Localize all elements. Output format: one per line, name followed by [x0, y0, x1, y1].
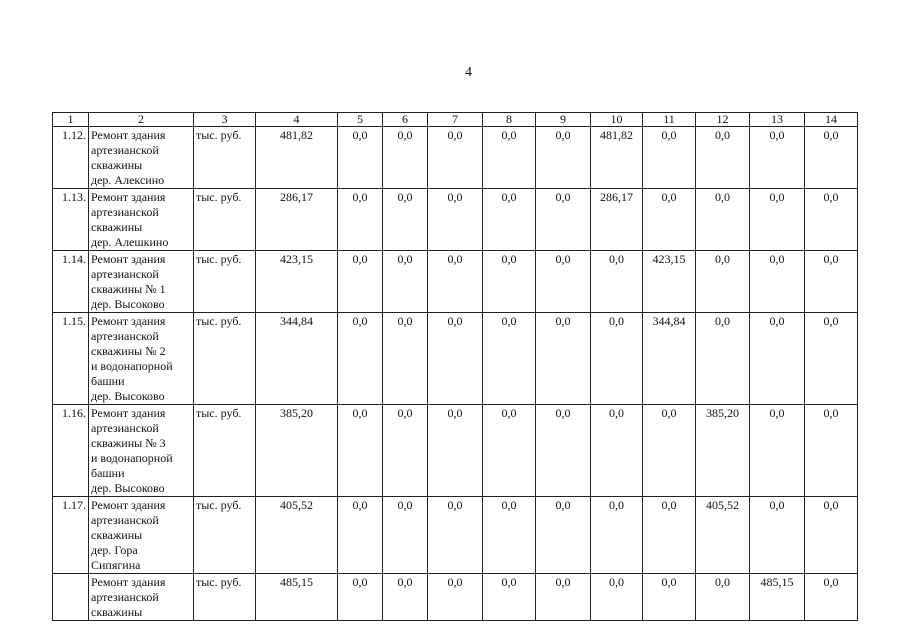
- value-cell: 485,15: [750, 574, 805, 621]
- row-name: Ремонт здания артезианской скважины дер. Гора Сипягина: [89, 497, 194, 574]
- value-cell: 0,0: [338, 405, 383, 497]
- value-cell: 0,0: [591, 574, 643, 621]
- value-cell: 0,0: [805, 574, 858, 621]
- value-cell: 0,0: [750, 405, 805, 497]
- value-cell: 0,0: [805, 189, 858, 251]
- value-cell: 0,0: [643, 189, 696, 251]
- value-cell: 0,0: [483, 313, 536, 405]
- value-cell: 481,82: [256, 127, 338, 189]
- row-number: 1.16.: [53, 405, 89, 497]
- column-header: 14: [805, 113, 858, 127]
- value-cell: 481,82: [591, 127, 643, 189]
- column-header: 5: [338, 113, 383, 127]
- value-cell: 0,0: [805, 251, 858, 313]
- value-cell: 0,0: [591, 405, 643, 497]
- value-cell: 0,0: [338, 251, 383, 313]
- column-header: 13: [750, 113, 805, 127]
- value-cell: 0,0: [383, 251, 428, 313]
- value-cell: 0,0: [696, 251, 750, 313]
- column-header: 3: [194, 113, 256, 127]
- value-cell: 0,0: [338, 574, 383, 621]
- row-name: Ремонт здания артезианской скважины № 1 дер. Высоково: [89, 251, 194, 313]
- value-cell: 0,0: [643, 127, 696, 189]
- value-cell: 0,0: [750, 127, 805, 189]
- value-cell: 0,0: [338, 313, 383, 405]
- value-cell: 0,0: [536, 574, 591, 621]
- value-cell: 0,0: [483, 127, 536, 189]
- value-cell: 0,0: [483, 574, 536, 621]
- value-cell: 0,0: [750, 189, 805, 251]
- value-cell: 0,0: [805, 127, 858, 189]
- value-cell: 0,0: [805, 497, 858, 574]
- row-name: Ремонт здания артезианской скважины № 2 и водонапорной башни дер. Высоково: [89, 313, 194, 405]
- table-body: [53, 127, 858, 621]
- column-header: 1: [53, 113, 89, 127]
- row-name: Ремонт здания артезианской скважины: [89, 574, 194, 621]
- row-unit: тыс. руб.: [194, 497, 256, 574]
- value-cell: 0,0: [383, 127, 428, 189]
- value-cell: 423,15: [643, 251, 696, 313]
- value-cell: 0,0: [536, 127, 591, 189]
- value-cell: 0,0: [536, 405, 591, 497]
- value-cell: 423,15: [256, 251, 338, 313]
- column-header: 6: [383, 113, 428, 127]
- row-name: Ремонт здания артезианской скважины № 3 и водонапорной башни дер. Высоково: [89, 405, 194, 497]
- value-cell: 0,0: [591, 251, 643, 313]
- page-number: 4: [465, 65, 472, 80]
- row-number: 1.15.: [53, 313, 89, 405]
- value-cell: 0,0: [591, 497, 643, 574]
- table-row: [53, 574, 858, 621]
- value-cell: 286,17: [591, 189, 643, 251]
- value-cell: 344,84: [256, 313, 338, 405]
- value-cell: 0,0: [750, 313, 805, 405]
- column-header: 4: [256, 113, 338, 127]
- value-cell: 0,0: [483, 405, 536, 497]
- budget-table: [52, 112, 858, 621]
- value-cell: 405,52: [696, 497, 750, 574]
- column-header: 11: [643, 113, 696, 127]
- value-cell: 0,0: [483, 497, 536, 574]
- row-unit: тыс. руб.: [194, 127, 256, 189]
- row-name: Ремонт здания артезианской скважины дер. Алешкино: [89, 189, 194, 251]
- row-unit: тыс. руб.: [194, 574, 256, 621]
- row-name: Ремонт здания артезианской скважины дер. Алексино: [89, 127, 194, 189]
- table-row: [53, 497, 858, 574]
- value-cell: 0,0: [383, 313, 428, 405]
- column-header: 2: [89, 113, 194, 127]
- value-cell: 0,0: [536, 497, 591, 574]
- value-cell: 0,0: [591, 313, 643, 405]
- value-cell: 0,0: [428, 405, 483, 497]
- value-cell: 0,0: [428, 251, 483, 313]
- value-cell: 0,0: [428, 313, 483, 405]
- value-cell: 0,0: [428, 497, 483, 574]
- value-cell: 485,15: [256, 574, 338, 621]
- row-number: 1.17.: [53, 497, 89, 574]
- value-cell: 0,0: [483, 189, 536, 251]
- row-unit: тыс. руб.: [194, 405, 256, 497]
- value-cell: 385,20: [696, 405, 750, 497]
- column-header: 10: [591, 113, 643, 127]
- column-header: 7: [428, 113, 483, 127]
- table-row: [53, 127, 858, 189]
- table-row: [53, 189, 858, 251]
- row-number: 1.12.: [53, 127, 89, 189]
- value-cell: 0,0: [696, 189, 750, 251]
- value-cell: 0,0: [483, 251, 536, 313]
- value-cell: 0,0: [338, 127, 383, 189]
- value-cell: 385,20: [256, 405, 338, 497]
- value-cell: 0,0: [338, 189, 383, 251]
- row-number: 1.13.: [53, 189, 89, 251]
- row-number: 1.14.: [53, 251, 89, 313]
- value-cell: 405,52: [256, 497, 338, 574]
- value-cell: 0,0: [536, 313, 591, 405]
- row-number: [53, 574, 89, 621]
- value-cell: 0,0: [428, 189, 483, 251]
- value-cell: 0,0: [536, 251, 591, 313]
- table-row: [53, 405, 858, 497]
- value-cell: 286,17: [256, 189, 338, 251]
- column-header: 12: [696, 113, 750, 127]
- value-cell: 0,0: [338, 497, 383, 574]
- value-cell: 0,0: [428, 127, 483, 189]
- value-cell: 0,0: [750, 497, 805, 574]
- value-cell: 0,0: [643, 405, 696, 497]
- row-unit: тыс. руб.: [194, 313, 256, 405]
- table-row: [53, 313, 858, 405]
- value-cell: 0,0: [428, 574, 483, 621]
- column-header: 8: [483, 113, 536, 127]
- header-row: [53, 113, 858, 127]
- value-cell: 344,84: [643, 313, 696, 405]
- row-unit: тыс. руб.: [194, 189, 256, 251]
- table-row: [53, 251, 858, 313]
- value-cell: 0,0: [750, 251, 805, 313]
- value-cell: 0,0: [383, 574, 428, 621]
- value-cell: 0,0: [383, 189, 428, 251]
- value-cell: 0,0: [805, 313, 858, 405]
- value-cell: 0,0: [643, 497, 696, 574]
- value-cell: 0,0: [696, 127, 750, 189]
- row-unit: тыс. руб.: [194, 251, 256, 313]
- column-header: 9: [536, 113, 591, 127]
- value-cell: 0,0: [643, 574, 696, 621]
- value-cell: 0,0: [805, 405, 858, 497]
- value-cell: 0,0: [383, 405, 428, 497]
- value-cell: 0,0: [536, 189, 591, 251]
- value-cell: 0,0: [696, 313, 750, 405]
- value-cell: 0,0: [383, 497, 428, 574]
- value-cell: 0,0: [696, 574, 750, 621]
